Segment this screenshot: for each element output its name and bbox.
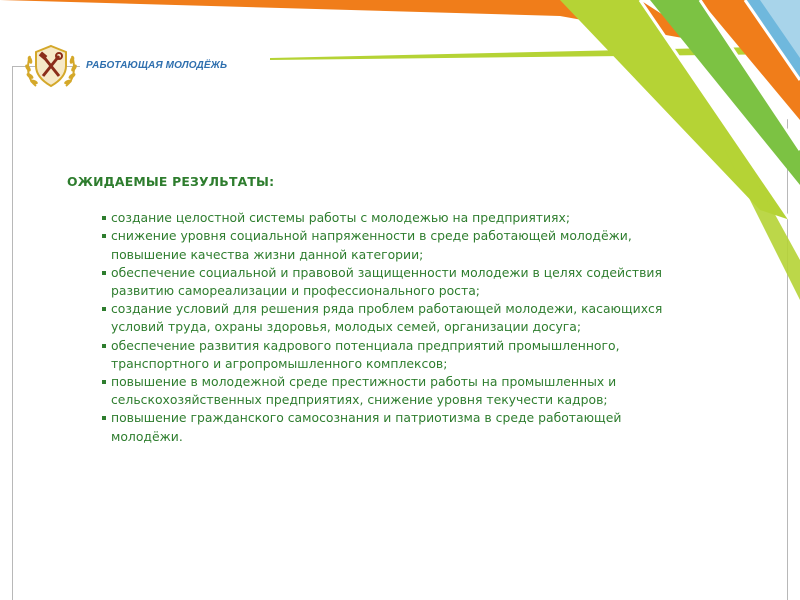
- list-item-line: создание целостной системы работы с молодежью на предприятиях;: [111, 210, 571, 226]
- list-item-line: повышение качества жизни данной категории;: [111, 246, 424, 262]
- list-item-line: повышение гражданского самосознания и патриотизма в среде работающей: [111, 410, 622, 426]
- bullet-icon: [102, 307, 106, 311]
- list-item-line: обеспечение развития кадрового потенциала предприятий промышленного,: [111, 337, 620, 353]
- results-list: [67, 209, 747, 446]
- list-item-line: транспортного и агропромышленного комплексов;: [111, 355, 448, 371]
- list-item-line: обеспечение социальной и правовой защищенности молодежи в целях содействия: [111, 264, 662, 280]
- bullet-icon: [102, 380, 106, 384]
- list-item-line: снижение уровня социальной напряженности в среде работающей молодёжи,: [111, 228, 632, 244]
- list-item-line: молодёжи.: [111, 428, 183, 444]
- bullet-icon: [102, 234, 106, 238]
- list-item-line: создание условий для решения ряда проблем работающей молодежи, касающихся: [111, 301, 663, 317]
- bullet-icon: [102, 344, 106, 348]
- list-item-line: развитию самореализации и профессионального роста;: [111, 283, 480, 299]
- list-item: [103, 337, 747, 373]
- list-item-line: условий труда, охраны здоровья, молодых семей, организации досуга;: [111, 319, 582, 335]
- bullet-icon: [102, 216, 106, 220]
- bullet-icon: [102, 416, 106, 420]
- section-heading: ОЖИДАЕМЫЕ РЕЗУЛЬТАТЫ:: [67, 174, 275, 189]
- list-item-line: повышение в молодежной среде престижности работы на промышленных и: [111, 374, 617, 390]
- list-item: [103, 264, 747, 300]
- list-item: [103, 409, 747, 445]
- list-item: [103, 209, 747, 227]
- bullet-icon: [102, 271, 106, 275]
- results-section: [67, 173, 747, 446]
- list-item: [103, 300, 747, 336]
- list-item: [103, 227, 747, 263]
- list-item-line: сельскохозяйственных предприятиях, снижение уровня текучести кадров;: [111, 392, 608, 408]
- brand-title: РАБОТАЮЩАЯ МОЛОДЁЖЬ: [86, 60, 228, 71]
- list-item: [103, 373, 747, 409]
- shield-wrench-hammer-laurel-icon: [22, 42, 80, 92]
